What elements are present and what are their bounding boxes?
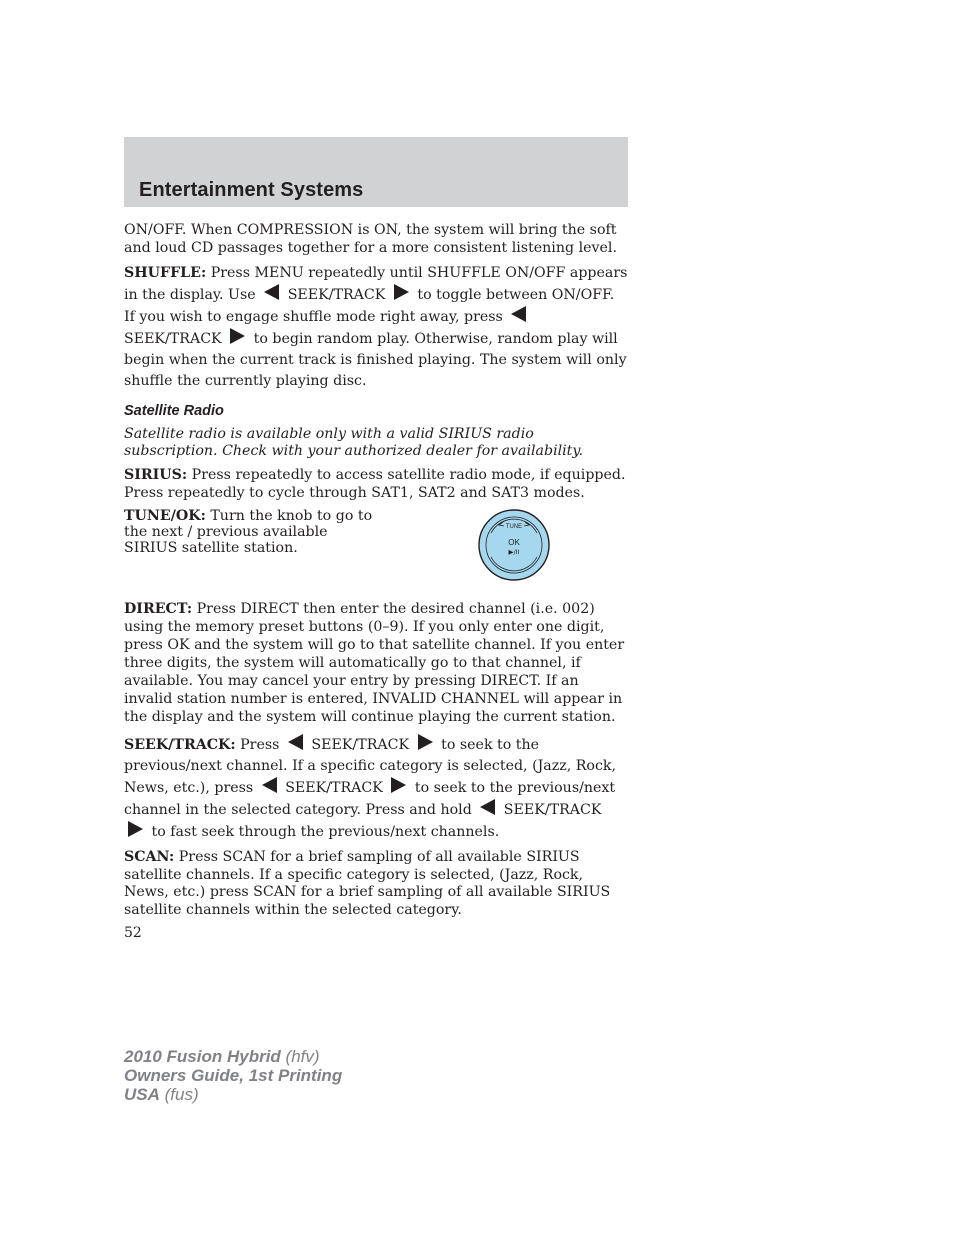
seek-label: SEEK/TRACK: <box>124 737 236 753</box>
seek-left-icon <box>288 734 303 750</box>
seek-text-1: Press <box>235 737 284 753</box>
footer-line-3 <box>124 1085 342 1104</box>
compression-text: ON/OFF. When COMPRESSION is ON, the system will bring the soft and loud CD passages together for a more consistent listening level. <box>124 222 617 256</box>
seek-right-icon <box>128 821 143 837</box>
seek-right-icon <box>418 734 433 750</box>
page-number: 52 <box>124 925 142 941</box>
seek-right-icon <box>230 328 245 344</box>
direct-text: Press DIRECT then enter the desired channel (i.e. 002) using the memory preset buttons (0–9). If you only enter one digit, press OK and the system will go to that satellite channel. If you enter three digits, the system will automatically go to that channel, if available. You may cancel your entry by pressing DIRECT. If an invalid station number is entered, INVALID CHANNEL will appear in the display and the system will continue playing the current station. <box>124 601 625 725</box>
seek-text-5: to seek to the previous/next channel in the selected category. Press and hold <box>124 780 616 818</box>
satellite-radio-heading: Satellite Radio <box>124 403 224 419</box>
seek-left-icon <box>480 799 495 815</box>
seek-left-icon <box>262 777 277 793</box>
tune-paragraph <box>124 508 374 556</box>
section-title: Entertainment Systems <box>139 179 364 201</box>
footer-line-2 <box>124 1066 342 1085</box>
shuffle-paragraph <box>124 263 628 392</box>
knob-tune-label: TUNE <box>505 524 523 530</box>
footer-model: 2010 Fusion Hybrid <box>124 1047 281 1066</box>
seek-text-7: to fast seek through the previous/next channels. <box>147 824 500 840</box>
sirius-paragraph <box>124 466 628 502</box>
seek-text-6: SEEK/TRACK <box>499 802 602 818</box>
footer-region-code: (fus) <box>159 1085 199 1104</box>
shuffle-text-5: to begin random play. Otherwise, random play will begin when the current track is finished playing. The system will only shuffle the currently playing disc. <box>124 331 627 389</box>
scan-text: Press SCAN for a brief sampling of all available SIRIUS satellite channels. If a specific category is selected, (Jazz, Rock, News, etc.) press SCAN for a brief sampling of all available SIRIUS satellite channels within the selected category. <box>124 849 611 918</box>
shuffle-text-1: Press MENU repeatedly until SHUFFLE ON/OFF appears in the display. Use <box>124 265 628 303</box>
knob-play-pause-label: ▶/II <box>508 548 520 556</box>
footer-line-1 <box>124 1047 342 1066</box>
direct-paragraph <box>124 600 628 726</box>
compression-paragraph <box>124 221 628 257</box>
knob-ok-label: OK <box>508 538 520 547</box>
shuffle-label: SHUFFLE: <box>124 265 207 281</box>
seek-right-icon <box>391 777 406 793</box>
footer-guide: Owners Guide, 1st Printing <box>124 1066 343 1085</box>
shuffle-text-2: SEEK/TRACK <box>283 287 390 303</box>
seek-text-3: to seek to the previous/next channel. If a specific category is selected, (Jazz, Rock, News, etc.), press <box>124 737 617 796</box>
document-footer <box>124 1047 342 1104</box>
tune-label: TUNE/OK: <box>124 508 206 524</box>
seek-text-4: SEEK/TRACK <box>280 780 388 796</box>
tune-text: Turn the knob to go to the next / previous available SIRIUS satellite station. <box>124 508 373 556</box>
shuffle-text-3: to toggle between ON/OFF. If you wish to engage shuffle mode right away, press <box>124 287 615 325</box>
seek-right-icon <box>394 284 409 300</box>
sirius-text: Press repeatedly to access satellite radio mode, if equipped. Press repeatedly to cycle through SAT1, SAT2 and SAT3 modes. <box>124 467 626 501</box>
satellite-note-text: Satellite radio is available only with a valid SIRIUS radio subscription. Check with your authorized dealer for availability. <box>124 426 584 459</box>
tune-section <box>124 508 628 600</box>
seek-left-icon <box>264 284 279 300</box>
page-content <box>124 221 628 925</box>
sirius-label: SIRIUS: <box>124 467 188 483</box>
direct-label: DIRECT: <box>124 601 193 617</box>
seek-text-2: SEEK/TRACK <box>306 737 414 753</box>
scan-paragraph <box>124 849 628 919</box>
footer-region: USA <box>124 1085 160 1104</box>
scan-label: SCAN: <box>124 849 175 865</box>
section-header-band <box>124 137 628 207</box>
satellite-note <box>124 426 628 460</box>
seek-paragraph <box>124 734 628 843</box>
tune-ok-knob-icon <box>477 508 551 582</box>
seek-left-icon <box>511 306 526 322</box>
shuffle-text-4: SEEK/TRACK <box>124 331 227 347</box>
footer-model-code: (hfv) <box>280 1047 320 1066</box>
